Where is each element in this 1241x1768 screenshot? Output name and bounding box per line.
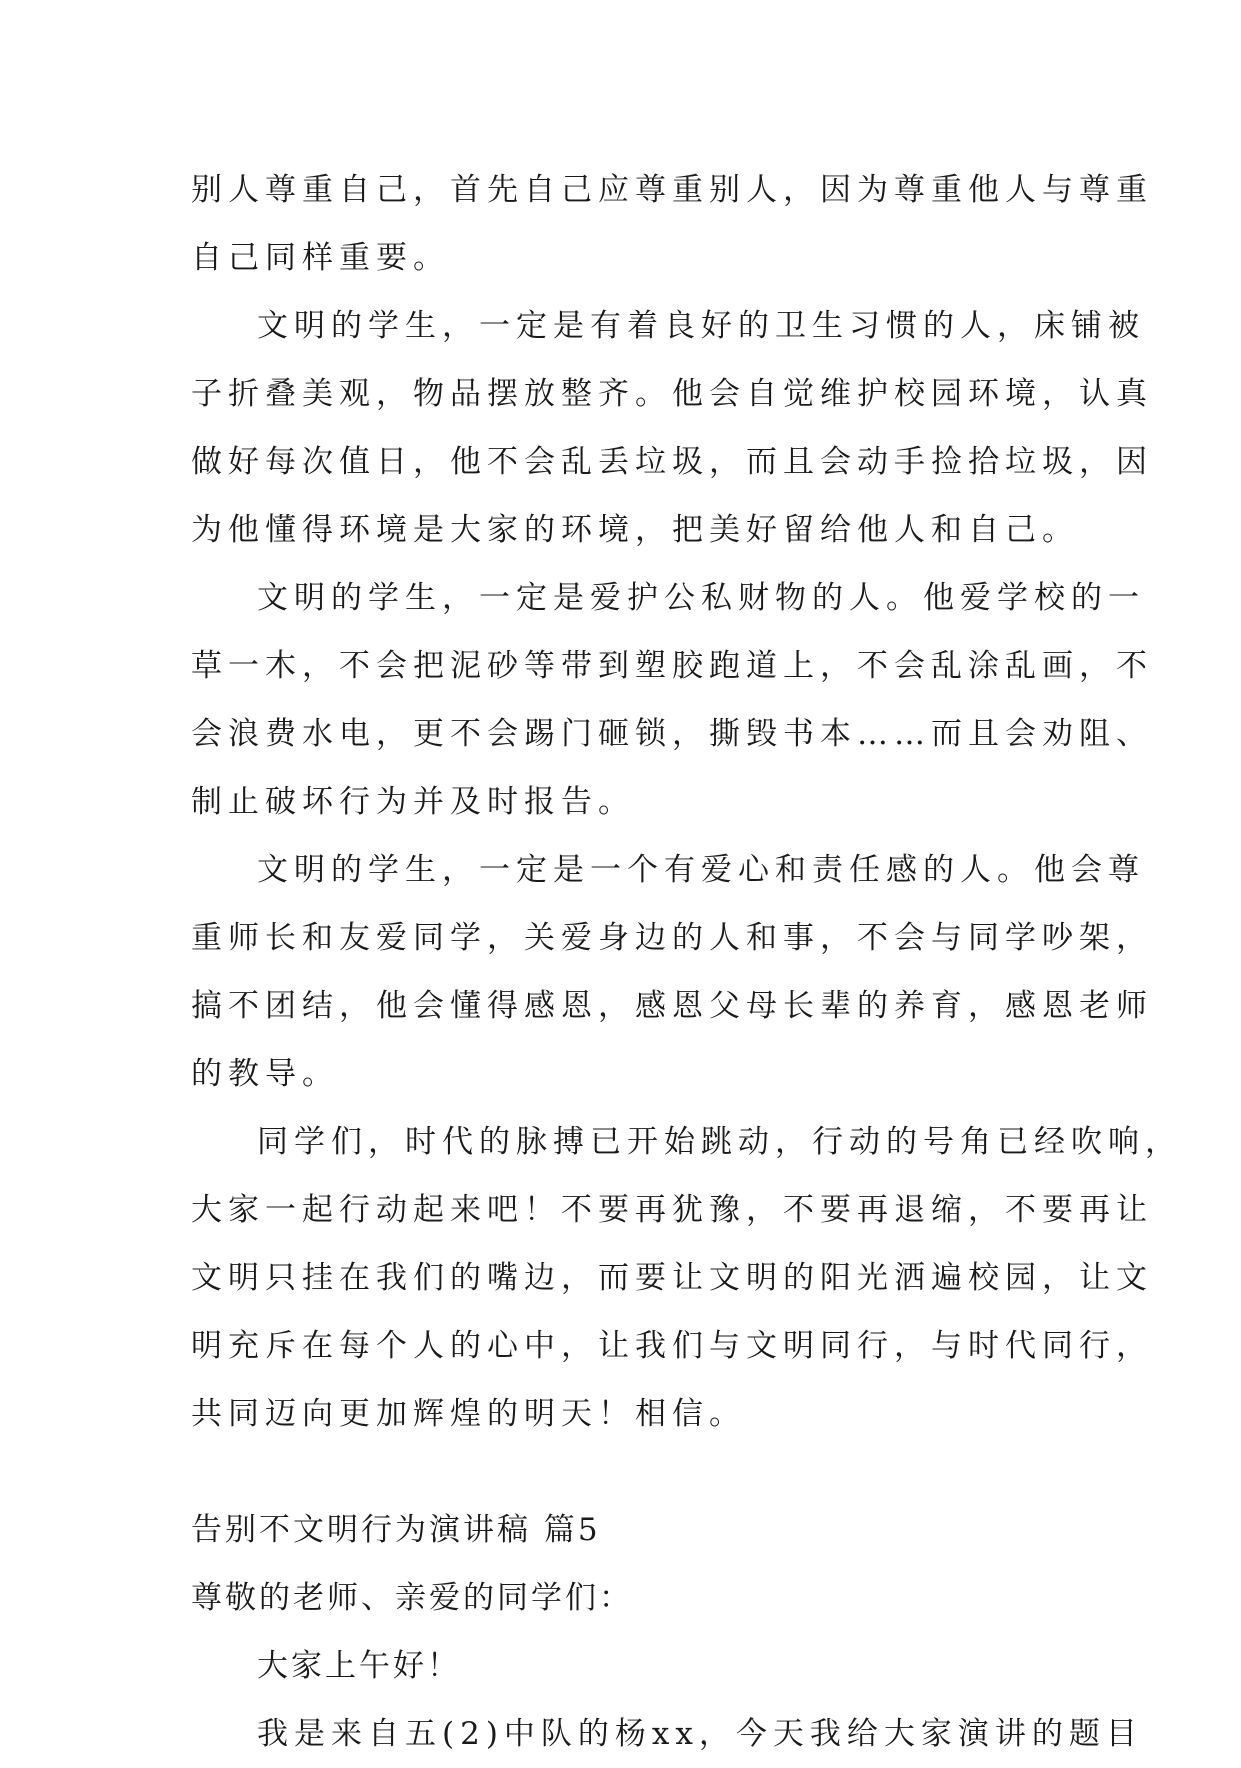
document-body [191,156,1182,1768]
section-gap [191,1448,1061,1496]
text-line: 重师长和友爱同学，关爱身边的人和事，不会与同学吵架， [191,920,1153,956]
text-line: 文明只挂在我们的嘴边，而要让文明的阳光洒遍校园，让文 [191,1260,1153,1296]
text-line: 搞不团结，他会懂得感恩，感恩父母长辈的养育，感恩老师 [191,988,1153,1024]
paragraph-start-line: 文明的学生，一定是爱护公私财物的人。他爱学校的一 [257,580,1145,616]
text-line: 共同迈向更加辉煌的明天！相信。 [191,1396,746,1432]
text-line: 制止破坏行为并及时报告。 [191,784,635,820]
paragraph-start-line: 文明的学生，一定是有着良好的卫生习惯的人，床铺被 [257,308,1145,344]
paragraph-start-line: 同学们，时代的脉搏已开始跳动，行动的号角已经吹响， [257,1124,1182,1160]
text-line: 自己同样重要。 [191,240,450,276]
text-line: 做好每次值日，他不会乱丢垃圾，而且会动手捡拾垃圾，因 [191,444,1153,480]
text-line: 的教导。 [191,1056,339,1092]
salutation: 尊敬的老师、亲爱的同学们： [191,1580,633,1616]
text-line: 为他懂得环境是大家的环境，把美好留给他人和自己。 [191,512,1079,548]
text-line: 子折叠美观，物品摆放整齐。他会自觉维护校园环境，认真 [191,376,1153,412]
text-line: 别人尊重自己，首先自己应尊重别人，因为尊重他人与尊重 [191,172,1153,208]
text-line: 草一木，不会把泥砂等带到塑胶跑道上，不会乱涂乱画，不 [191,648,1153,684]
section-title: 告别不文明行为演讲稿 篇5 [191,1512,601,1548]
text-line: 会浪费水电，更不会踢门砸锁，撕毁书本……而且会劝阻、 [191,716,1153,752]
greeting: 大家上午好！ [257,1648,461,1684]
text-line: 明充斥在每个人的心中，让我们与文明同行，与时代同行， [191,1328,1153,1364]
text-line: 大家一起行动起来吧！不要再犹豫，不要再退缩，不要再让 [191,1192,1153,1228]
intro-line: 我是来自五(2)中队的杨xx，今天我给大家演讲的题目 [257,1716,1143,1752]
paragraph-start-line: 文明的学生，一定是一个有爱心和责任感的人。他会尊 [257,852,1145,888]
